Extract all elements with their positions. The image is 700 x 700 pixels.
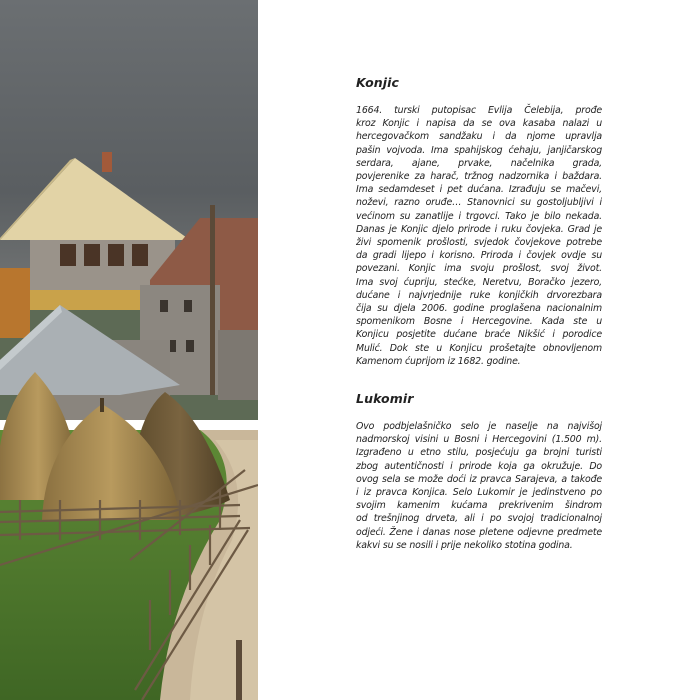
text-line: 1664. turski putopisac Evlija Čelebija, prođe — [356, 105, 602, 116]
text-line: živi spomenik prošlosti, svjedok čovjekove potrebe — [356, 237, 602, 249]
text-line: kakvi su se nosili i prije nekoliko stotina godina. — [356, 539, 573, 551]
text-line: kroz Konjic i napisa da se ova kasaba nalazi u — [356, 118, 602, 130]
text-line: odjeći. Žene i danas nose pletene odjevne predmete — [356, 526, 602, 538]
section-body-lukomir — [356, 420, 602, 552]
text-line: spomenikom Bosne i Hercegovine. Kada ste u — [356, 316, 602, 328]
text-line: nadmorskoj visini u Bosni i Hercegovini (1.500 m). — [356, 434, 602, 446]
text-line: Ovo podbjelašničko selo je naselje na najvišoj — [356, 421, 602, 433]
text-line: Mulić. Dok ste u Konjicu prošetajte obnovljenom — [356, 342, 602, 354]
text-column — [356, 75, 602, 552]
section-body-konjic — [356, 104, 602, 368]
text-line: Konjicu posjetite dućane braće Nikšić i porodice — [356, 329, 602, 341]
village-illustration — [0, 0, 258, 700]
text-line: noževi, razno oruđe… Stanovnici su gostoljubljivi i — [356, 197, 602, 209]
text-line: čija su djela 2006. godine proglašena nacionalnim — [356, 303, 602, 315]
text-line: Izgrađeno u etno stilu, posjećuju ga brojni turisti — [356, 447, 602, 459]
section-konjic — [356, 75, 602, 368]
section-title-konjic: Konjic — [356, 75, 400, 90]
text-line: da gradi lijepo i korisno. Priroda i čovjek ovdje su — [356, 250, 602, 262]
text-line: zbog autentičnosti i prirode koja ga okružuje. Do — [356, 460, 602, 472]
text-line: Kamenom ćuprijom iz 1682. godine. — [356, 355, 521, 367]
text-line: pašin vojvoda. Ima spahijskog ćehaju, janjičarskog — [356, 144, 602, 156]
text-line: dućane i najvrjednije ruke konjičkih drvorezbara — [356, 289, 602, 301]
text-line: od trešnjinog drveta, ali i po svojoj tradicionalnoj — [356, 513, 602, 525]
section-title-lukomir: Lukomir — [356, 391, 414, 407]
text-line: povezani. Konjic ima svoju prošlost, svoj život. — [356, 263, 602, 275]
text-line: većinom su zanatlije i trgovci. Tako je bilo nekada. — [356, 210, 602, 222]
text-line: hercegovačkom sandžaku i da njome upravlja — [356, 131, 602, 143]
text-line: Ima svoj ćupriju, stećke, Neretvu, Boračko jezero, — [356, 276, 602, 288]
text-line: svojim kamenim kućama prekrivenim šindrom — [356, 500, 602, 512]
text-line: Danas je Konjic djelo prirode i ruku čovjeka. Grad je — [356, 223, 602, 235]
text-line: Ima sedamdeset i pet dućana. Izrađuju se mačevi, — [356, 184, 602, 196]
text-line: i iz pravca Konjica. Selo Lukomir je jedinstveno po — [356, 487, 602, 499]
text-line: ovog sela se može doći iz pravca Sarajeva, a takođe — [356, 473, 602, 485]
section-lukomir — [356, 391, 602, 552]
text-line: povjerenike za harač, tržnog nadzornika i baždara. — [356, 171, 602, 183]
text-line: serdara, ajane, prvake, načelnika grada, — [356, 157, 602, 169]
village-photo — [0, 0, 258, 700]
